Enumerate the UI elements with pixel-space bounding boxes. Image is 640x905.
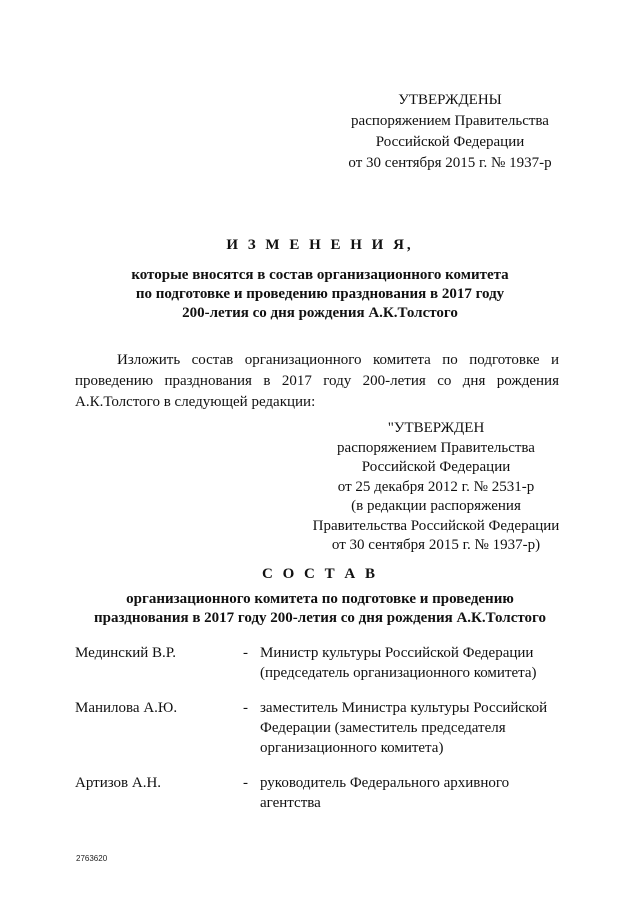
member-dash: - xyxy=(243,775,248,791)
member-role xyxy=(260,698,560,758)
body-paragraph xyxy=(75,350,559,413)
member-role xyxy=(260,773,560,813)
subtitle-line: организационного комитета по подготовке и проведению xyxy=(126,591,514,607)
approval-date-line: от 30 сентября 2015 г. № 1937-р xyxy=(348,155,552,171)
role-line: (председатель организационного комитета) xyxy=(260,665,537,681)
members-list xyxy=(75,643,565,828)
role-line: Федерации (заместитель председателя xyxy=(260,720,506,736)
list-item xyxy=(75,773,565,813)
role-line: организационного комитета) xyxy=(260,740,444,756)
composition-subtitle xyxy=(60,590,580,628)
document-title: И З М Е Н Е Н И Я, xyxy=(226,237,414,253)
composition-title: С О С Т А В xyxy=(262,566,378,582)
subtitle-line: которые вносятся в состав организационного комитета xyxy=(131,267,509,283)
approval-line: распоряжением Правительства xyxy=(351,113,549,129)
approval-line: (в редакции распоряжения xyxy=(351,498,521,514)
role-line: руководитель Федерального архивного xyxy=(260,775,510,791)
approval-stamp-top xyxy=(330,90,570,174)
document-number: 2763620 xyxy=(76,854,108,863)
approval-line: Российской Федерации xyxy=(375,134,525,150)
member-name: Манилова А.Ю. xyxy=(75,700,178,716)
list-item xyxy=(75,698,565,758)
paragraph-line: проведению празднования в 2017 году 200-летия со дня рождения xyxy=(75,373,559,389)
paragraph-line: Изложить состав организационного комитета по подготовке и xyxy=(117,352,559,368)
document-subtitle xyxy=(80,266,560,323)
approval-heading: "УТВЕРЖДЕН xyxy=(387,420,485,436)
approval-line: Российской Федерации xyxy=(361,459,511,475)
subtitle-line: 200-летия со дня рождения А.К.Толстого xyxy=(182,305,458,321)
role-line: заместитель Министра культуры Российской xyxy=(260,700,548,716)
paragraph-line: А.К.Толстого в следующей редакции: xyxy=(75,394,316,410)
member-dash: - xyxy=(243,645,248,661)
member-role xyxy=(260,643,560,683)
approval-line: распоряжением Правительства xyxy=(337,439,535,456)
list-item xyxy=(75,643,565,683)
subtitle-line: празднования в 2017 году 200-летия со дня рождения А.К.Толстого xyxy=(93,610,546,626)
approval-line: Правительства Российской Федерации xyxy=(312,517,560,534)
approval-heading: УТВЕРЖДЕНЫ xyxy=(398,92,502,108)
member-dash: - xyxy=(243,700,248,716)
member-name: Артизов А.Н. xyxy=(75,775,162,791)
approval-date-line: от 30 сентября 2015 г. № 1937-р) xyxy=(331,537,541,553)
subtitle-line: по подготовке и проведению празднования в 2017 году xyxy=(135,286,505,302)
approval-date-line: от 25 декабря 2012 г. № 2531-р xyxy=(337,478,535,495)
approval-stamp-quoted xyxy=(305,419,567,556)
role-line: агентства xyxy=(260,795,321,811)
member-name: Мединский В.Р. xyxy=(75,645,177,661)
role-line: Министр культуры Российской Федерации xyxy=(260,645,534,661)
